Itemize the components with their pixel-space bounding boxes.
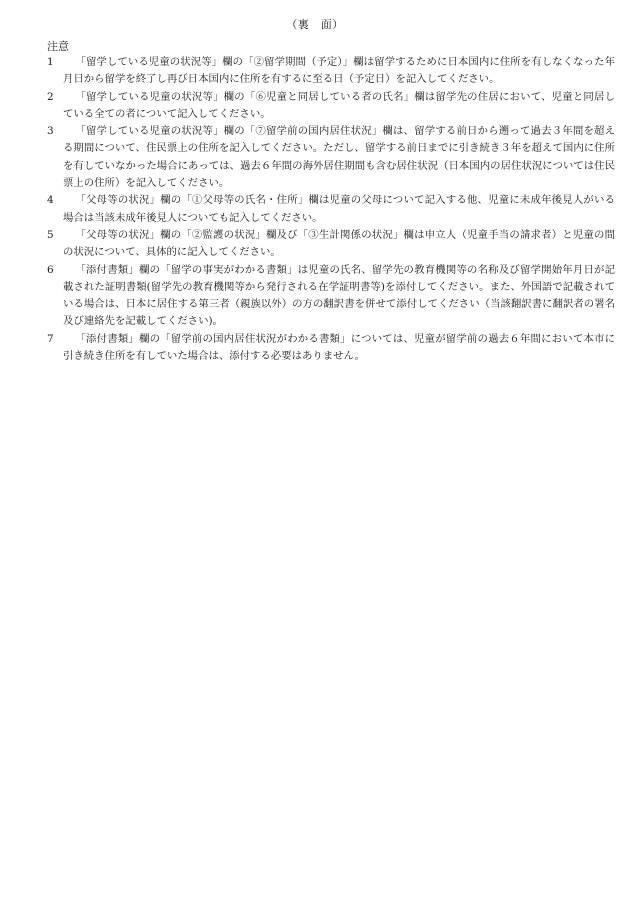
- note-text: 「留学している児童の状況等」欄の「⑦留学前の国内居住状況」欄は、留学する前日から遡って過去３年間を超える期間について、住民票上の住所を記入してください。ただし、留学する前日までに引き続き３年を超えて国内に住所を有していなかった場合にあっては、過去６年間の海外居住期間も含む居住状況（日本国内の居住状況については住民票上の住所）を記入してください。: [63, 125, 615, 190]
- note-item-7: [47, 331, 615, 366]
- note-text: 「父母等の状況」欄の「①父母等の氏名・住所」欄は児童の父母について記入する他、児童に未成年後見人がいる場合は当該未成年後見人についても記入してください。: [63, 194, 615, 224]
- note-item-5: [47, 227, 615, 262]
- note-item-4: [47, 192, 615, 227]
- note-item-1: [47, 54, 615, 89]
- note-number: 3: [47, 125, 54, 138]
- note-number: 4: [47, 194, 54, 207]
- note-text: 「留学している児童の状況等」欄の「⑥児童と同居している者の氏名」欄は留学先の住居において、児童と同居している全ての者について記入してください。: [63, 90, 615, 120]
- note-number: 5: [47, 228, 54, 241]
- note-text: 「父母等の状況」欄の「②監護の状況」欄及び「③生計関係の状況」欄は申立人（児童手当の請求者）と児童の間の状況について、具体的に記入してください。: [63, 228, 615, 259]
- note-item-2: [47, 89, 615, 124]
- note-item-3: [47, 123, 615, 192]
- notes-heading: 注意: [47, 40, 69, 53]
- note-number: 7: [47, 332, 54, 345]
- page-side-title: （裏 面）: [286, 18, 344, 31]
- note-number: 2: [47, 90, 54, 103]
- note-item-6: [47, 262, 615, 331]
- note-text: 「留学している児童の状況等」欄の「②留学期間（予定）」欄は留学するために日本国内に住所を有しなくなった年月日から留学を終了し再び日本国内に住所を有するに至る日（予定日）を記入してください。: [63, 56, 615, 86]
- note-text: 「添付書類」欄の「留学前の国内居住状況がわかる書類」については、児童が留学前の過去６年間において本市に引き続き住所を有していた場合は、添付する必要はありません。: [63, 332, 615, 363]
- notes-list: [47, 54, 615, 365]
- note-number: 6: [47, 263, 54, 276]
- note-number: 1: [47, 56, 54, 68]
- note-text: 「添付書類」欄の「留学の事実がわかる書類」は児童の氏名、留学先の教育機関等の名称及び留学開始年月日が記載された証明書類(留学先の教育機関等から発行される在学証明書等)を添付してください。また、外国語で記載されている場合は、日本に居住する第三者（親族以外）の方の翻訳書を併せて添付してください（当該翻訳書に翻訳者の署名及び連絡先を記載してください)。: [63, 263, 615, 328]
